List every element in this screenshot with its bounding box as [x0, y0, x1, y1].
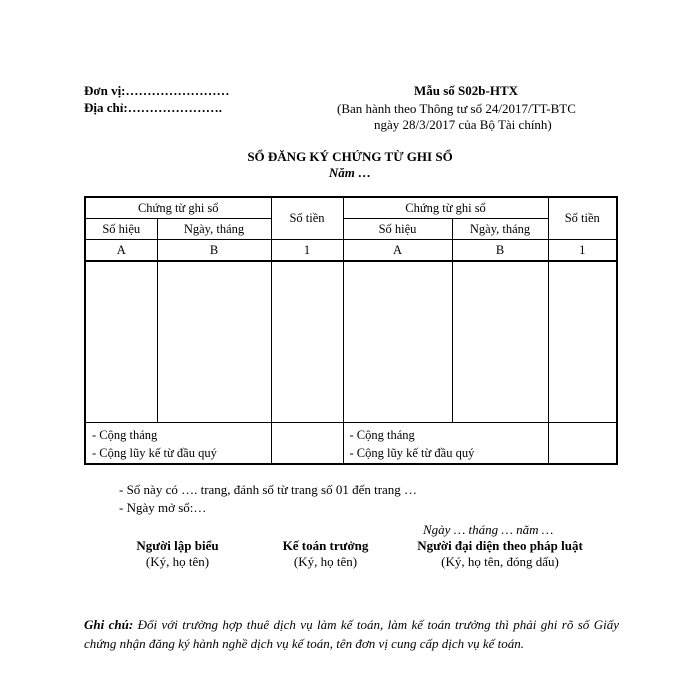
left-totals-cell	[85, 423, 271, 465]
left-month-total-label: - Cộng tháng	[92, 428, 158, 442]
unit-line: Đơn vị:……………………	[84, 83, 230, 98]
chief-accountant-sign-note: (Ký, họ tên)	[293, 554, 358, 569]
legal-representative-sign-note: (Ký, họ tên, đóng dấu)	[441, 554, 559, 569]
left-date-cell	[157, 261, 271, 423]
right-group-header: Chứng từ ghi sổ	[343, 197, 548, 219]
open-date-note: - Ngày mở sổ:…	[119, 500, 207, 515]
left-date-header: Ngày, tháng	[157, 219, 271, 240]
footnote	[84, 615, 619, 653]
footnote-label: Ghi chú:	[84, 617, 134, 632]
left-number-cell	[85, 261, 157, 423]
right-code-b: B	[452, 240, 548, 262]
document-title: SỔ ĐĂNG KÝ CHỨNG TỪ GHI SỔ	[247, 149, 453, 164]
left-code-1: 1	[271, 240, 343, 262]
legal-representative-title: Người đại diện theo pháp luật	[417, 538, 583, 553]
right-code-a: A	[343, 240, 452, 262]
chief-accountant-title: Kế toán trưởng	[282, 538, 369, 553]
left-code-b: B	[157, 240, 271, 262]
right-date-header: Ngày, tháng	[452, 219, 548, 240]
right-number-header: Số hiệu	[343, 219, 452, 240]
left-totals-amount	[271, 423, 343, 465]
form-code: Mẫu số S02b-HTX	[414, 83, 519, 98]
register-table	[84, 196, 618, 465]
document-year: Năm …	[328, 165, 372, 180]
right-totals-cell	[343, 423, 548, 465]
right-month-total-label: - Cộng tháng	[349, 428, 415, 442]
page-count-note: - Sổ này có …. trang, đánh số từ trang số 01 đến trang …	[119, 482, 418, 497]
right-totals-amount	[548, 423, 617, 465]
left-number-header: Số hiệu	[85, 219, 157, 240]
right-amount-cell	[548, 261, 617, 423]
issued-by-line-1: (Ban hành theo Thông tư số 24/2017/TT-BTC	[337, 101, 576, 116]
left-amount-header: Số tiền	[271, 197, 343, 240]
preparer-title: Người lập biểu	[136, 538, 219, 553]
left-code-a: A	[85, 240, 157, 262]
left-cumulative-total-label: - Cộng lũy kế từ đầu quý	[92, 446, 217, 460]
issued-by-line-2: ngày 28/3/2017 của Bộ Tài chính)	[374, 117, 552, 132]
signature-date-line: Ngày … tháng … năm …	[423, 522, 554, 537]
preparer-sign-note: (Ký, họ tên)	[145, 554, 210, 569]
right-number-cell	[343, 261, 452, 423]
right-date-cell	[452, 261, 548, 423]
footnote-text: Đối với trường hợp thuê dịch vụ làm kế toán, làm kế toán trưởng thì phải ghi rõ số Giấy chứng nhận đăng ký hành nghề dịch vụ kế toán, tên đơn vị cung cấp dịch vụ kế toán.	[84, 617, 619, 651]
right-cumulative-total-label: - Cộng lũy kế từ đầu quý	[349, 446, 475, 460]
address-line: Địa chỉ:………………….	[84, 100, 222, 115]
left-amount-cell	[271, 261, 343, 423]
right-amount-header: Số tiền	[548, 197, 617, 240]
left-group-header: Chứng từ ghi sổ	[85, 197, 271, 219]
right-code-1: 1	[548, 240, 617, 262]
